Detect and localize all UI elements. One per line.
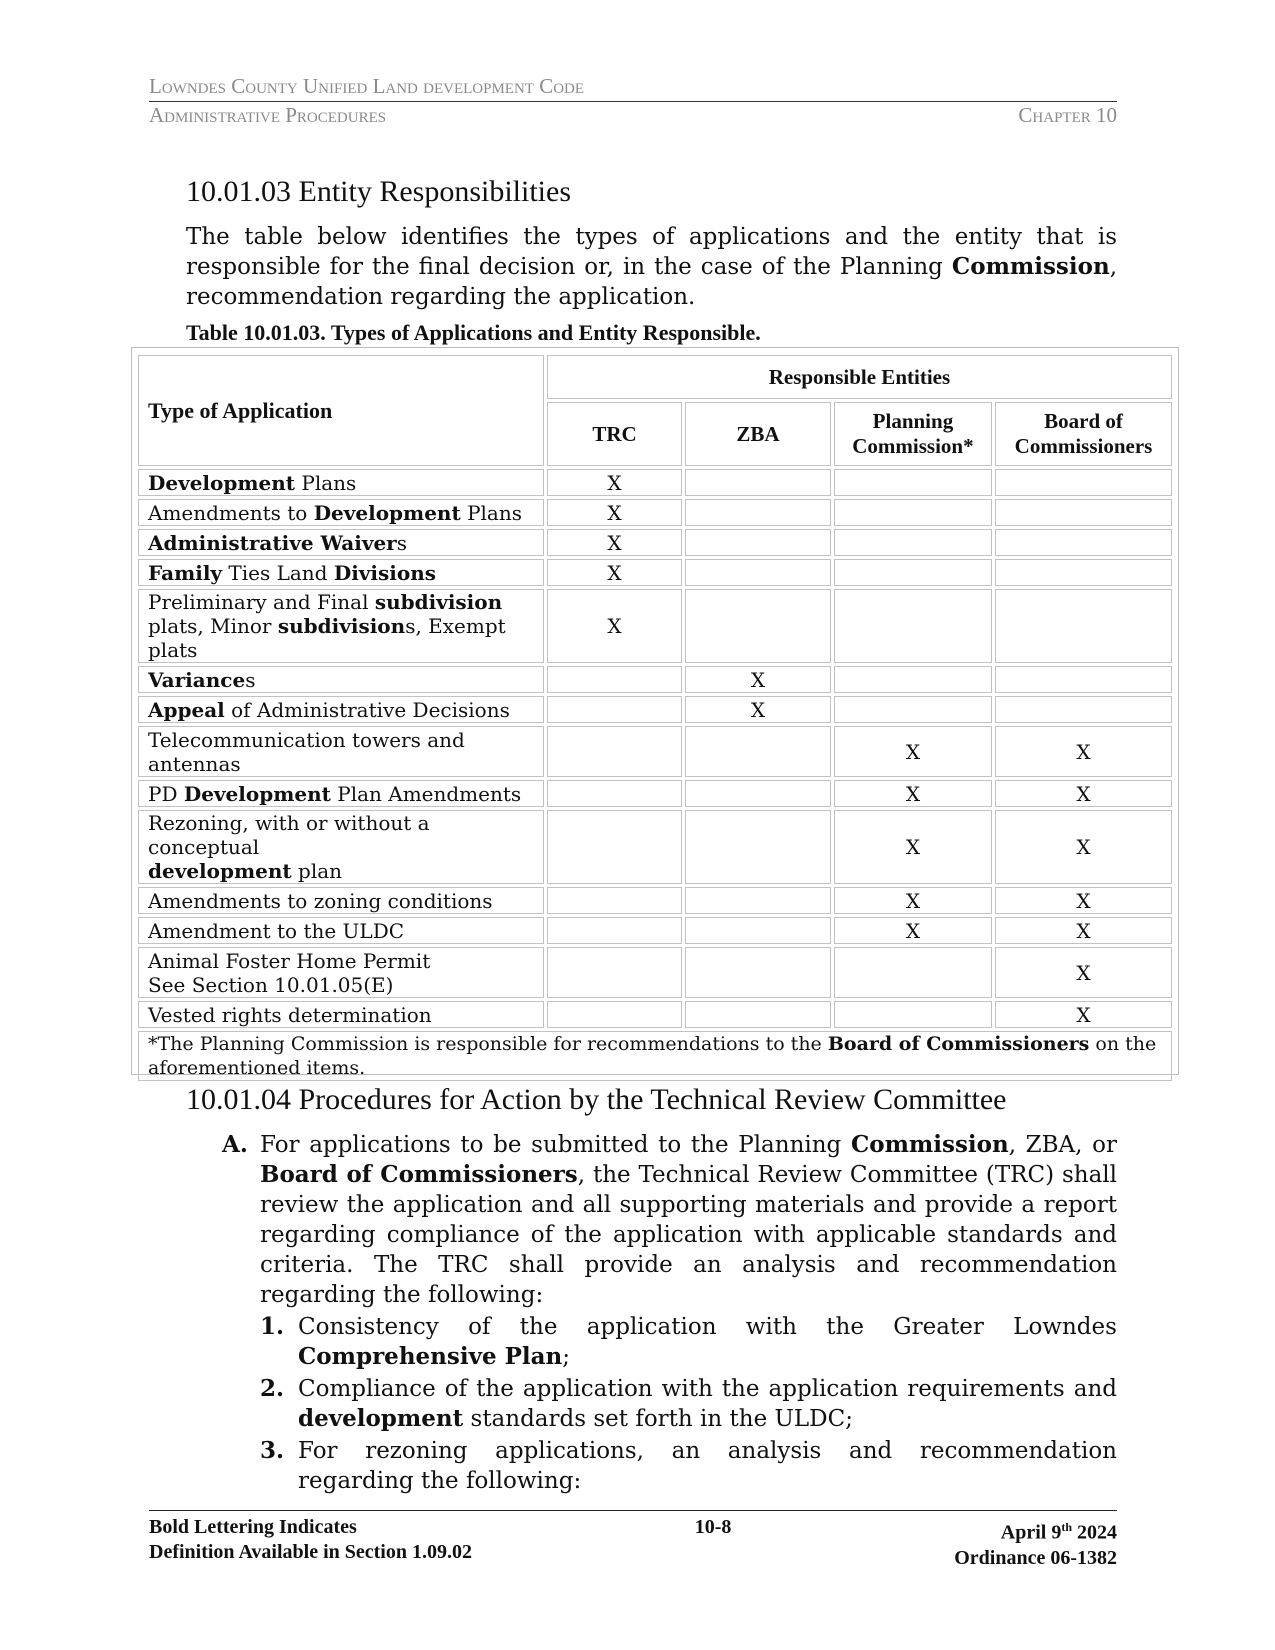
- section-heading-10-01-03: 10.01.03 Entity Responsibilities: [186, 175, 572, 208]
- table-row: [138, 529, 1172, 556]
- application-type: Amendments to Development Plans: [138, 499, 544, 526]
- pc-cell: [834, 696, 992, 723]
- application-type: Vested rights determination: [138, 1001, 544, 1028]
- application-type: Preliminary and Final subdivision plats, Minor subdivisions, Exempt plats: [138, 589, 544, 663]
- application-type: Administrative Waivers: [138, 529, 544, 556]
- table-row: [138, 589, 1172, 663]
- pc-cell: X: [834, 810, 992, 884]
- zba-cell: X: [685, 666, 831, 693]
- boc-cell: X: [995, 726, 1172, 777]
- trc-cell: X: [547, 469, 682, 496]
- table-row: [138, 666, 1172, 693]
- defined-term: Commission: [951, 253, 1110, 280]
- zba-cell: [685, 887, 831, 914]
- boc-cell: X: [995, 1001, 1172, 1028]
- boc-cell: [995, 666, 1172, 693]
- boc-cell: X: [995, 947, 1172, 998]
- zba-cell: [685, 589, 831, 663]
- application-type: Animal Foster Home Permit See Section 10.01.05(E): [138, 947, 544, 998]
- running-header-title: Lowndes County Unified Land development Code: [149, 74, 1117, 102]
- list-item-1: 1. Consistency of the application with the Greater Lowndes Comprehensive Plan;: [260, 1313, 1117, 1370]
- zba-cell: X: [685, 696, 831, 723]
- zba-cell: [685, 1001, 831, 1028]
- trc-cell: X: [547, 529, 682, 556]
- table-row: [138, 499, 1172, 526]
- pc-cell: [834, 589, 992, 663]
- pc-cell: [834, 666, 992, 693]
- table-header-row: [138, 355, 1172, 399]
- type-of-application-header: Type of Application: [138, 355, 544, 466]
- pc-cell: X: [834, 726, 992, 777]
- col-trc: TRC: [547, 402, 682, 466]
- zba-cell: [685, 559, 831, 586]
- running-header-chapter: Chapter 10: [1018, 103, 1117, 127]
- table-row: [138, 887, 1172, 914]
- footer-right: April 9th 2024 Ordinance 06-1382: [954, 1520, 1117, 1569]
- application-type: Development Plans: [138, 469, 544, 496]
- application-type: PD Development Plan Amendments: [138, 780, 544, 807]
- boc-cell: X: [995, 780, 1172, 807]
- procedures-list: [222, 1130, 1117, 1496]
- boc-cell: [995, 696, 1172, 723]
- application-type: Telecommunication towers and antennas: [138, 726, 544, 777]
- pc-cell: [834, 529, 992, 556]
- application-type: Family Ties Land Divisions: [138, 559, 544, 586]
- pc-cell: [834, 947, 992, 998]
- zba-cell: [685, 499, 831, 526]
- table-row: [138, 947, 1172, 998]
- section-intro-paragraph: The table below identifies the types of applications and the entity that is responsible for the final decision or, in the case of the Planning Commission, recommendation regarding the application.: [186, 224, 1117, 310]
- table-caption: Table 10.01.03. Types of Applications and Entity Responsible.: [186, 320, 761, 345]
- boc-cell: [995, 529, 1172, 556]
- pc-cell: [834, 559, 992, 586]
- pc-cell: X: [834, 780, 992, 807]
- trc-cell: [547, 696, 682, 723]
- trc-cell: [547, 887, 682, 914]
- table-footnote: *The Planning Commission is responsible for recommendations to the Board of Commissioners on the aforementioned items.: [138, 1031, 1172, 1081]
- footer-left: Bold Lettering Indicates Definition Available in Section 1.09.02: [149, 1516, 472, 1563]
- running-header-section: Administrative Procedures: [149, 103, 387, 127]
- page-number: 10-8: [694, 1516, 732, 1538]
- boc-cell: X: [995, 810, 1172, 884]
- zba-cell: [685, 469, 831, 496]
- zba-cell: [685, 947, 831, 998]
- responsibility-table: [135, 352, 1175, 1084]
- boc-cell: [995, 589, 1172, 663]
- zba-cell: [685, 726, 831, 777]
- boc-cell: [995, 469, 1172, 496]
- trc-cell: X: [547, 499, 682, 526]
- zba-cell: [685, 917, 831, 944]
- table-row: [138, 469, 1172, 496]
- list-label: A.: [222, 1131, 248, 1158]
- table-row: [138, 917, 1172, 944]
- page-footer: [149, 1510, 1117, 1571]
- section-heading-10-01-04: 10.01.04 Procedures for Action by the Technical Review Committee: [186, 1083, 1007, 1116]
- table-row: [138, 696, 1172, 723]
- col-planning-commission: Planning Commission*: [834, 402, 992, 466]
- application-type: Amendment to the ULDC: [138, 917, 544, 944]
- table-row: [138, 559, 1172, 586]
- list-item-3: 3. For rezoning applications, an analysis and recommendation regarding the following:: [260, 1437, 1117, 1494]
- trc-cell: [547, 947, 682, 998]
- trc-cell: [547, 780, 682, 807]
- trc-cell: X: [547, 589, 682, 663]
- boc-cell: X: [995, 917, 1172, 944]
- trc-cell: [547, 810, 682, 884]
- zba-cell: [685, 529, 831, 556]
- application-type: Appeal of Administrative Decisions: [138, 696, 544, 723]
- list-item-a: A. For applications to be submitted to the Planning Commission, ZBA, or Board of Commissioners, the Technical Review Committee (TRC) shall review the application and all supporting materials and provide a report regarding compliance of the application with applicable standards and criteria. The TRC shall provide an analysis and recommendation regarding the following: 1. Consistency of the application with the Greater Lowndes Comprehensive Plan; 2. Compliance of the application with the application requirements and development standards set forth in the ULDC; 3. For rezoning applications, an analysis and recommendation regarding the following:: [222, 1131, 1117, 1494]
- list-item-2: 2. Compliance of the application with the application requirements and development standards set forth in the ULDC;: [260, 1375, 1117, 1432]
- zba-cell: [685, 780, 831, 807]
- table-row: [138, 810, 1172, 884]
- boc-cell: [995, 499, 1172, 526]
- boc-cell: X: [995, 887, 1172, 914]
- table-note-row: [138, 1031, 1172, 1081]
- table-row: [138, 780, 1172, 807]
- running-header-row: [149, 103, 1117, 128]
- table-row: [138, 726, 1172, 777]
- pc-cell: [834, 469, 992, 496]
- trc-cell: X: [547, 559, 682, 586]
- trc-cell: [547, 917, 682, 944]
- pc-cell: [834, 1001, 992, 1028]
- col-zba: ZBA: [685, 402, 831, 466]
- application-type: Variances: [138, 666, 544, 693]
- pc-cell: X: [834, 887, 992, 914]
- table-row: [138, 1001, 1172, 1028]
- pc-cell: X: [834, 917, 992, 944]
- application-type: Amendments to zoning conditions: [138, 887, 544, 914]
- trc-cell: [547, 726, 682, 777]
- trc-cell: [547, 1001, 682, 1028]
- pc-cell: [834, 499, 992, 526]
- boc-cell: [995, 559, 1172, 586]
- zba-cell: [685, 810, 831, 884]
- responsible-entities-header: Responsible Entities: [547, 355, 1172, 399]
- col-board-of-commissioners: Board of Commissioners: [995, 402, 1172, 466]
- trc-cell: [547, 666, 682, 693]
- application-type: Rezoning, with or without a conceptual development plan: [138, 810, 544, 884]
